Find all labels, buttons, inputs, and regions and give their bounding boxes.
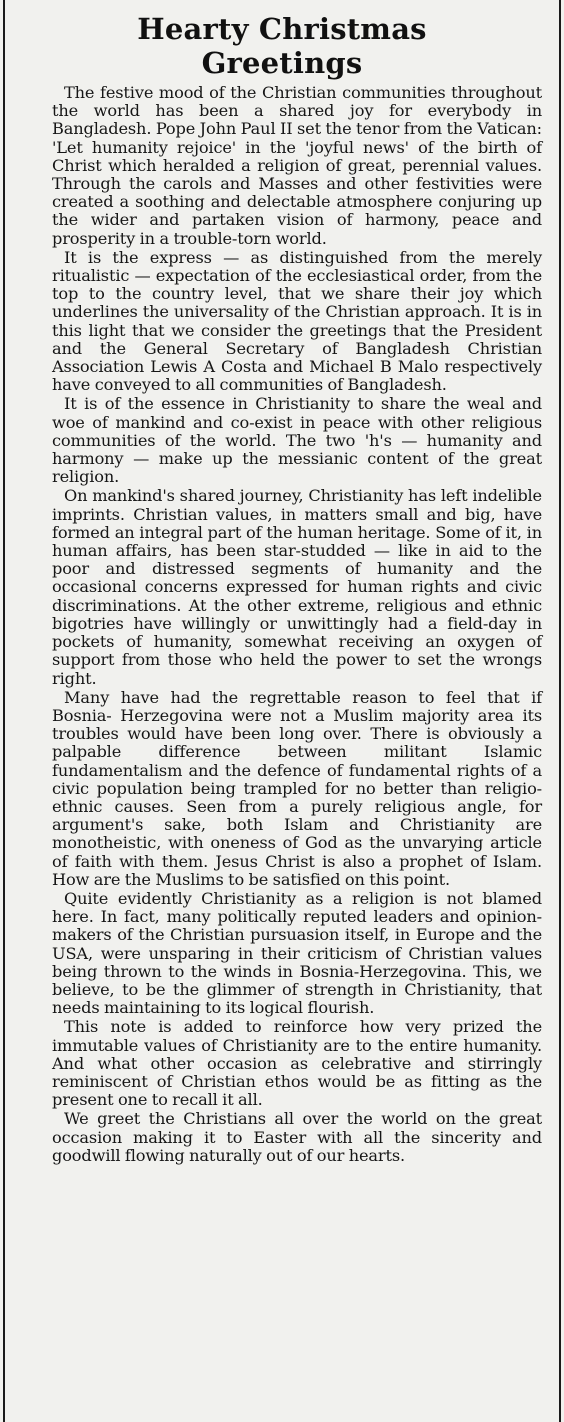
right-border-rule	[559, 0, 561, 1422]
paragraph-6: Quite evidently Christianity as a religion is not blamed here. In fact, many politically reputed leaders and opinion-makers of the Christian pursuasion itself, in Europe and the USA, were unsparing in their criticism of Christian values being thrown to the winds in Bosnia-Herzegovina. This, we believe, to be the glimmer of strength in Christianity, that needs maintaining to its logical flourish.	[52, 888, 542, 1018]
paragraph-5: Many have had the regrettable reason to feel that if Bosnia- Herzegovina were not a Muslim majority area its troubles would have been long over. There is obviously a palpable difference between militant Islamic fundamentalism and the defence of fundamental rights of a civic population being trampled for no better than religio-ethnic causes. Seen from a purely religious angle, for argument's sake, both Islam and Christianity are monotheistic, with oneness of God as the unvarying article of faith with them. Jesus Christ is also a prophet of Islam. How are the Muslims to be satisfied on this point.	[52, 687, 542, 889]
paragraph-1: The festive mood of the Christian communities throughout the world has been a shared joy for everybody in Bangladesh. Pope John Paul II set the tenor from the Vatican: 'Let humanity rejoice' in the 'joyful news' of the birth of Christ which heralded a religion of great, perennial values. Through the carols and Masses and other festivities were created a soothing and delectable atmosphere conjuring up the wider and partaken vision of harmony, peace and prosperity in a trouble-torn world.	[52, 83, 542, 248]
article-body	[52, 84, 542, 1165]
paragraph-8: We greet the Christians all over the world on the great occasion making it to Easter with all the sincerity and goodwill flowing naturally out of our hearts.	[52, 1109, 542, 1165]
headline-line-2: Greetings	[201, 46, 363, 80]
headline	[0, 0, 564, 80]
paragraph-3: It is of the essence in Christianity to share the weal and woe of mankind and co-exist in peace with other religious communities of the world. The two 'h's — humanity and harmony — make up the messianic content of the great religion.	[52, 394, 542, 487]
paragraph-7: This note is added to reinforce how very prized the immutable values of Christianity are to the entire humanity. And what other occasion as celebrative and stirringly reminiscent of Christian ethos would be as fitting as the present one to recall it all.	[52, 1017, 542, 1110]
paragraph-2: It is the express — as distinguished from the merely ritualistic — expectation of the ecclesiastical order, from the top to the country level, that we share their joy which underlines the universality of the Christian approach. It is in this light that we consider the greetings that the President and the General Secretary of Bangladesh Christian Association Lewis A Costa and Michael B Malo respectively have conveyed to all communities of Bangladesh.	[52, 247, 542, 395]
paragraph-4: On mankind's shared journey, Christianity has left indelible imprints. Christian values, in matters small and big, have formed an integral part of the human heritage. Some of it, in human affairs, has been star-studded — like in aid to the poor and distressed segments of humanity and the occasional concerns expressed for human rights and civic discriminations. At the other extreme, religious and ethnic bigotries have willingly or unwittingly had a field-day in pockets of humanity, somewhat receiving an oxygen of support from those who held the power to set the wrongs right.	[52, 486, 542, 688]
headline-line-1: Hearty Christmas	[137, 12, 427, 46]
left-border-rule	[3, 0, 5, 1422]
